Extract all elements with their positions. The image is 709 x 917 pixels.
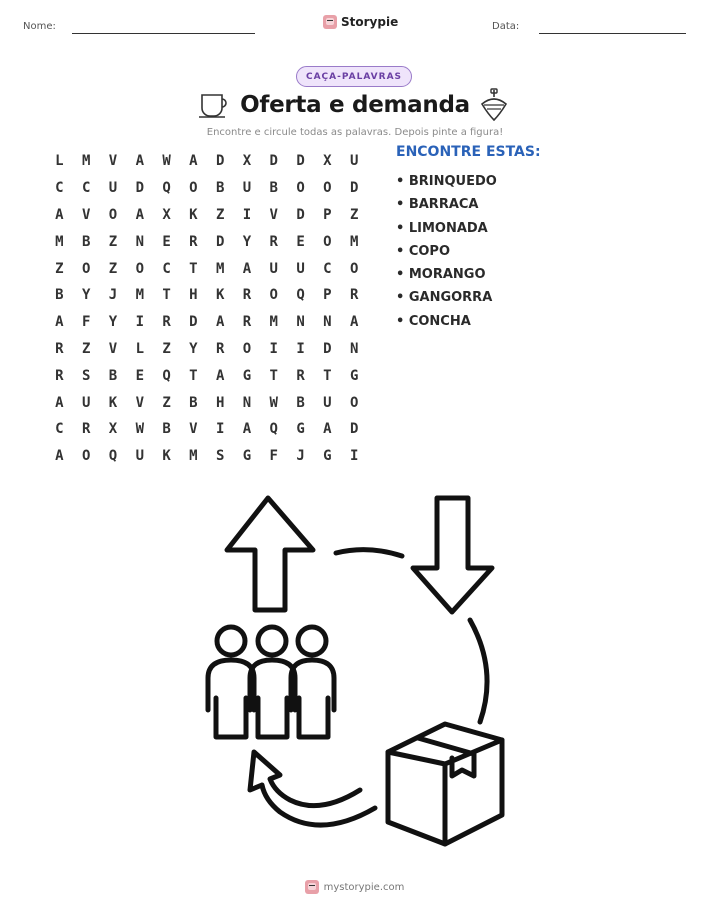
grid-cell[interactable]: Q	[162, 367, 171, 384]
grid-cell[interactable]: R	[242, 287, 252, 304]
grid-cell[interactable]: A	[242, 260, 252, 277]
word-item: • BARRACA	[396, 197, 479, 213]
storypie-logo-icon	[323, 15, 337, 29]
grid-cell[interactable]: O	[269, 287, 278, 304]
grid-cell[interactable]: V	[269, 206, 278, 223]
grid-cell[interactable]: T	[323, 367, 332, 384]
grid-cell[interactable]: G	[242, 448, 252, 465]
grid-cell[interactable]: D	[189, 314, 198, 331]
grid-cell[interactable]: I	[269, 340, 278, 357]
grid-cell[interactable]: O	[349, 260, 359, 277]
grid-cell[interactable]: O	[242, 340, 252, 357]
grid-cell[interactable]: G	[349, 367, 359, 384]
grid-cell[interactable]: Z	[162, 340, 171, 357]
grid-cell[interactable]: V	[108, 340, 118, 357]
grid-cell[interactable]: M	[269, 314, 278, 331]
grid-cell[interactable]: L	[55, 153, 64, 170]
name-label: Nome:	[23, 21, 56, 32]
grid-cell[interactable]: L	[135, 340, 144, 357]
grid-cell[interactable]: U	[242, 180, 252, 197]
grid-cell[interactable]: R	[296, 367, 305, 384]
grid-cell[interactable]: M	[189, 448, 198, 465]
grid-cell[interactable]: K	[215, 287, 225, 304]
curved-arrow-icon	[250, 752, 375, 825]
grid-cell[interactable]: B	[296, 394, 305, 411]
grid-cell[interactable]: A	[189, 153, 198, 170]
grid-cell[interactable]: N	[242, 394, 252, 411]
word-item: • LIMONADA	[396, 220, 488, 236]
grid-cell[interactable]: G	[296, 421, 305, 438]
word-item: • BRINQUEDO	[396, 174, 497, 189]
instructions: Encontre e circule todas as palavras. Depois pinte a figura!	[206, 127, 504, 138]
grid-cell[interactable]: U	[296, 260, 305, 277]
grid-cell[interactable]: E	[162, 233, 171, 250]
grid-cell[interactable]: B	[162, 421, 171, 438]
grid-cell[interactable]: D	[296, 153, 305, 170]
grid-cell[interactable]: D	[349, 421, 359, 438]
grid-cell[interactable]: H	[215, 394, 225, 411]
grid-cell[interactable]: R	[162, 314, 171, 331]
grid-cell[interactable]: C	[162, 260, 171, 277]
grid-cell[interactable]: A	[323, 421, 332, 438]
date-label: Data:	[492, 21, 520, 32]
grid-cell[interactable]: U	[81, 394, 91, 411]
grid-cell[interactable]: R	[55, 340, 64, 357]
grid-cell[interactable]: R	[242, 314, 252, 331]
grid-cell[interactable]: W	[135, 421, 144, 438]
word-item: • COPO	[396, 243, 451, 259]
grid-cell[interactable]: V	[81, 206, 91, 223]
grid-cell[interactable]: G	[242, 367, 252, 384]
word-list-heading: ENCONTRE ESTAS:	[396, 144, 541, 160]
grid-cell[interactable]: Z	[81, 340, 91, 357]
grid-cell[interactable]: Z	[162, 394, 171, 411]
grid-cell[interactable]: Q	[296, 287, 305, 304]
grid-cell[interactable]: K	[108, 394, 118, 411]
grid-cell[interactable]: T	[189, 367, 198, 384]
grid-cell[interactable]: J	[296, 448, 305, 465]
grid-cell[interactable]: N	[135, 233, 144, 250]
grid-cell[interactable]: M	[135, 287, 144, 304]
category-badge: CAÇA-PALAVRAS	[296, 66, 412, 87]
grid-cell[interactable]: Z	[215, 206, 225, 223]
storypie-logo-icon	[305, 880, 319, 894]
grid-cell[interactable]: R	[55, 367, 64, 384]
grid-cell[interactable]: S	[215, 448, 225, 465]
grid-cell[interactable]: D	[215, 153, 225, 170]
grid-cell[interactable]: O	[349, 394, 359, 411]
brand-name: Storypie	[341, 15, 399, 29]
grid-cell[interactable]: B	[55, 287, 64, 304]
grid-cell[interactable]: X	[323, 153, 332, 170]
grid-cell[interactable]: T	[162, 287, 171, 304]
grid-cell[interactable]: C	[81, 180, 91, 197]
cycle-arc-top	[336, 550, 402, 556]
grid-cell[interactable]: I	[215, 421, 225, 438]
coloring-figure	[0, 480, 709, 860]
grid-cell[interactable]: C	[323, 260, 332, 277]
grid-cell[interactable]: O	[323, 233, 332, 250]
grid-cell[interactable]: C	[55, 421, 64, 438]
grid-cell[interactable]: J	[108, 287, 118, 304]
grid-cell[interactable]: I	[349, 448, 359, 465]
grid-cell[interactable]: A	[349, 314, 359, 331]
grid-cell[interactable]: O	[135, 260, 144, 277]
grid-cell[interactable]: P	[323, 287, 332, 304]
grid-cell[interactable]: W	[269, 394, 278, 411]
grid-cell[interactable]: A	[215, 314, 225, 331]
grid-cell[interactable]: O	[108, 206, 118, 223]
grid-cell[interactable]: Z	[349, 206, 359, 223]
grid-cell[interactable]: V	[189, 421, 198, 438]
grid-cell[interactable]: Q	[269, 421, 278, 438]
grid-cell[interactable]: A	[55, 394, 64, 411]
word-item: • MORANGO	[396, 267, 486, 283]
grid-cell[interactable]: O	[323, 180, 332, 197]
grid-cell[interactable]: A	[135, 206, 144, 223]
up-arrow-icon	[227, 498, 313, 610]
page-title: Oferta e demanda	[240, 92, 470, 118]
grid-cell[interactable]: C	[55, 180, 64, 197]
word-item: • CONCHA	[396, 313, 471, 329]
down-arrow-icon	[413, 498, 492, 612]
grid-cell[interactable]: B	[269, 180, 278, 197]
grid-cell[interactable]: I	[242, 206, 252, 223]
grid-cell[interactable]: R	[189, 233, 198, 250]
cup-icon	[196, 90, 232, 120]
grid-cell[interactable]: U	[135, 448, 144, 465]
grid-cell[interactable]: W	[162, 153, 171, 170]
grid-cell[interactable]: Z	[108, 260, 118, 277]
grid-cell[interactable]: D	[296, 206, 305, 223]
word-list	[396, 170, 497, 333]
grid-cell[interactable]: B	[108, 367, 118, 384]
grid-cell[interactable]: O	[296, 180, 305, 197]
grid-cell[interactable]: K	[189, 206, 198, 223]
grid-cell[interactable]: U	[323, 394, 332, 411]
grid-cell[interactable]: D	[269, 153, 278, 170]
cycle-arc-right	[470, 620, 487, 722]
date-field[interactable]	[539, 33, 686, 34]
grid-cell[interactable]: H	[189, 287, 198, 304]
brand-logo	[323, 15, 398, 29]
grid-cell[interactable]: P	[323, 206, 332, 223]
grid-cell[interactable]: A	[135, 153, 144, 170]
grid-cell[interactable]: Y	[242, 233, 252, 250]
grid-cell[interactable]: S	[81, 367, 91, 384]
grid-cell[interactable]: A	[55, 206, 64, 223]
grid-cell[interactable]: Q	[162, 180, 171, 197]
grid-cell[interactable]: U	[269, 260, 278, 277]
grid-cell[interactable]: Q	[108, 448, 118, 465]
grid-cell[interactable]: D	[349, 180, 359, 197]
grid-cell[interactable]: D	[215, 233, 225, 250]
grid-cell[interactable]: G	[323, 448, 332, 465]
grid-cell[interactable]: A	[242, 421, 252, 438]
grid-cell[interactable]: K	[162, 448, 171, 465]
grid-cell[interactable]: I	[135, 314, 144, 331]
grid-cell[interactable]: M	[349, 233, 359, 250]
grid-cell[interactable]: E	[135, 367, 144, 384]
spinning-top-icon	[478, 88, 510, 122]
grid-cell[interactable]: X	[242, 153, 252, 170]
grid-cell[interactable]: R	[269, 233, 278, 250]
grid-cell[interactable]: M	[215, 260, 225, 277]
grid-cell[interactable]: O	[81, 260, 91, 277]
grid-cell[interactable]: O	[81, 448, 91, 465]
people-icon	[208, 627, 334, 737]
box-icon	[388, 724, 502, 844]
grid-cell[interactable]: V	[135, 394, 144, 411]
footer	[0, 880, 709, 894]
grid-cell[interactable]: D	[323, 340, 332, 357]
grid-cell[interactable]: X	[162, 206, 171, 223]
footer-url[interactable]: mystorypie.com	[323, 881, 405, 893]
grid-cell[interactable]: A	[55, 448, 64, 465]
grid-cell[interactable]: Y	[189, 340, 198, 357]
grid-cell[interactable]: X	[108, 421, 118, 438]
grid-cell[interactable]: Z	[108, 233, 118, 250]
grid-cell[interactable]: T	[269, 367, 278, 384]
grid-cell[interactable]: M	[81, 153, 91, 170]
grid-cell[interactable]: B	[189, 394, 198, 411]
grid-cell[interactable]: T	[189, 260, 198, 277]
grid-cell[interactable]: U	[108, 180, 118, 197]
grid-cell[interactable]: E	[296, 233, 305, 250]
word-item: • GANGORRA	[396, 290, 493, 306]
grid-cell[interactable]: A	[215, 367, 225, 384]
grid-cell[interactable]: R	[81, 421, 91, 438]
grid-cell[interactable]: O	[189, 180, 198, 197]
letter-grid	[46, 148, 368, 470]
grid-cell[interactable]: R	[349, 287, 359, 304]
grid-cell[interactable]: N	[349, 340, 359, 357]
grid-cell[interactable]: Y	[81, 287, 91, 304]
grid-cell[interactable]: B	[81, 233, 91, 250]
grid-cell[interactable]: N	[323, 314, 332, 331]
grid-cell[interactable]: Z	[55, 260, 64, 277]
grid-cell[interactable]: U	[349, 153, 359, 170]
grid-cell[interactable]: A	[55, 314, 64, 331]
grid-cell[interactable]: N	[296, 314, 305, 331]
grid-cell[interactable]: B	[215, 180, 225, 197]
grid-cell[interactable]: Y	[108, 314, 118, 331]
grid-cell[interactable]: D	[135, 180, 144, 197]
grid-cell[interactable]: R	[215, 340, 225, 357]
grid-cell[interactable]: I	[296, 340, 305, 357]
name-field[interactable]	[72, 33, 255, 34]
grid-cell[interactable]: F	[269, 448, 278, 465]
grid-cell[interactable]: F	[81, 314, 91, 331]
grid-cell[interactable]: M	[55, 233, 64, 250]
grid-cell[interactable]: V	[108, 153, 118, 170]
